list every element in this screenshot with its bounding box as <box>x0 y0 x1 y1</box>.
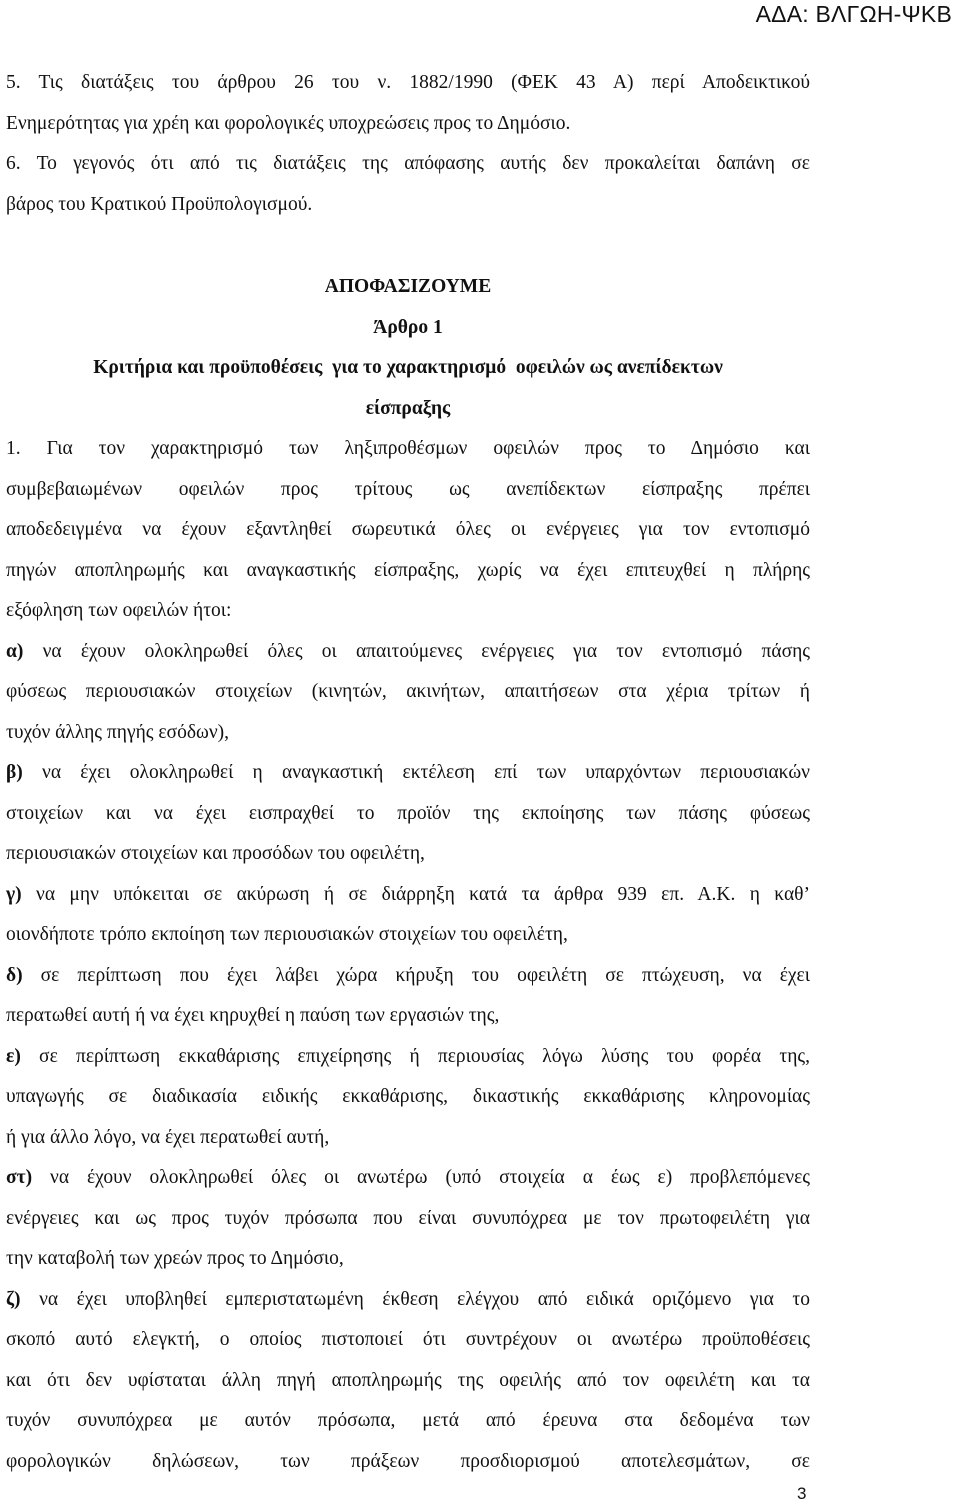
paragraph-line: σκοπό αυτό ελεγκτή, ο οποίος πιστοποιεί ότι συντρέχουν οι ανωτέρω προϋποθέσεις <box>6 1329 810 1350</box>
item-text: να έχουν ολοκληρωθεί όλες οι ανωτέρω (υπό στοιχεία α έως ε) προβλεπόμενες <box>32 1167 810 1188</box>
paragraph-line: αποδεδειγμένα να έχουν εξαντληθεί σωρευτικά όλες οι ενέργειες για τον εντοπισμό <box>6 519 810 540</box>
paragraph-line: φορολογικών δηλώσεων, των πράξεων προσδιορισμού αποτελεσμάτων, σε <box>6 1450 810 1472</box>
item-text: να έχει ολοκληρωθεί η αναγκαστική εκτέλεση επί των υπαρχόντων περιουσιακών <box>22 762 810 783</box>
item-text: σε περίπτωση που έχει λάβει χώρα κήρυξη του οφειλέτη σε πτώχευση, να έχει <box>22 964 810 986</box>
paragraph-line: εξόφληση των οφειλών ήτοι: <box>6 600 232 621</box>
item-label: στ) <box>6 1167 33 1188</box>
paragraph-line: πηγών αποπληρωμής και αναγκαστικής είσπραξης, χωρίς να έχει επιτευχθεί η πλήρης <box>6 559 810 581</box>
preamble-line: 5. Τις διατάξεις του άρθρου 26 του ν. 1882/1990 (ΦΕΚ 43 Α) περί Αποδεικτικού <box>6 72 810 93</box>
paragraph-line: τυχόν συνυπόχρεα με αυτόν πρόσωπα, μετά από έρευνα στα δεδομένα των <box>6 1410 810 1431</box>
paragraph-line: φύσεως περιουσιακών στοιχείων (κινητών, ακινήτων, απαιτήσεων στα χέρια τρίτων ή <box>6 681 810 702</box>
paragraph-line: περιουσιακών στοιχείων και προσόδων του οφειλέτη, <box>6 843 425 864</box>
document-body <box>6 63 810 1482</box>
item-label: δ) <box>6 964 23 986</box>
decision-heading: ΑΠΟΦΑΣΙΖΟΥΜΕ <box>324 276 492 297</box>
item-text: να έχει υποβληθεί εμπεριστατωμένη έκθεση ελέγχου από ειδικά οριζόμενο για το <box>20 1288 810 1310</box>
item-text: να έχουν ολοκληρωθεί όλες οι απαιτούμενες ενέργειες για τον εντοπισμό πάσης <box>23 640 810 662</box>
paragraph-line: και ότι δεν υφίσταται άλλη πηγή αποπληρωμής της οφειλής από τον οφειλέτη και τα <box>6 1369 810 1391</box>
item-text: σε περίπτωση εκκαθάρισης επιχείρησης ή περιουσίας λόγω λύσης του φορέα της, <box>20 1045 810 1067</box>
page-number: 3 <box>797 1484 807 1503</box>
paragraph-line: την καταβολή των χρεών προς το Δημόσιο, <box>6 1248 344 1269</box>
paragraph-line: υπαγωγής σε διαδικασία ειδικής εκκαθάρισης, δικαστικής εκκαθάρισης κληρονομίας <box>6 1086 810 1107</box>
list-item-b <box>6 753 810 794</box>
item-label: ζ) <box>6 1288 21 1310</box>
article-title-line: είσπραξης <box>365 397 451 419</box>
list-item-e <box>6 1037 810 1078</box>
paragraph-line: συμβεβαιωμένων οφειλών προς τρίτους ως ανεπίδεκτων είσπραξης πρέπει <box>6 478 810 500</box>
paragraph-line: ή για άλλο λόγο, να έχει περατωθεί αυτή, <box>6 1126 330 1148</box>
list-item-c <box>6 875 810 916</box>
spacer <box>6 225 810 267</box>
paragraph-line: τυχόν άλλης πηγής εσόδων), <box>6 721 230 743</box>
ada-code: ΑΔΑ: ΒΛΓΩΗ-ΨΚΒ <box>755 1 952 27</box>
paragraph-line: οιονδήποτε τρόπο εκποίηση των περιουσιακών στοιχείων του οφειλέτη, <box>6 924 568 945</box>
preamble-line: βάρος του Κρατικού Προϋπολογισμού. <box>6 193 313 215</box>
item-label: γ) <box>6 883 22 905</box>
article-heading: Άρθρο 1 <box>373 316 443 338</box>
paragraph-line: ενέργειες και ως προς τυχόν πρόσωπα που είναι συνυπόχρεα με τον πρωτοφειλέτη για <box>6 1207 810 1229</box>
item-label: ε) <box>6 1045 21 1067</box>
item-text: να μην υπόκειται σε ακύρωση ή σε διάρρηξη κατά τα άρθρα 939 επ. Α.Κ. η καθ’ <box>21 883 810 905</box>
list-item-a <box>6 632 810 673</box>
item-label: β) <box>6 762 23 783</box>
paragraph-line: 1. Για τον χαρακτηρισμό των ληξιπροθέσμων οφειλών προς το Δημόσιο και <box>6 438 810 459</box>
preamble-line: Ενημερότητας για χρέη και φορολογικές υποχρεώσεις προς το Δημόσιο. <box>6 112 571 134</box>
list-item-z <box>6 1280 810 1321</box>
item-label: α) <box>6 640 24 662</box>
paragraph-line: περατωθεί αυτή ή να έχει κηρυχθεί η παύση των εργασιών της, <box>6 1005 500 1026</box>
article-title-line: Κριτήρια και προϋποθέσεις για το χαρακτηρισμό οφειλών ως ανεπίδεκτων <box>93 357 723 378</box>
paragraph-line: στοιχείων και να έχει εισπραχθεί το προϊόν της εκποίησης των πάσης φύσεως <box>6 802 810 824</box>
list-item-st <box>6 1158 810 1199</box>
list-item-d <box>6 956 810 997</box>
preamble-line: 6. Το γεγονός ότι από τις διατάξεις της απόφασης αυτής δεν προκαλείται δαπάνη σε <box>6 153 810 174</box>
